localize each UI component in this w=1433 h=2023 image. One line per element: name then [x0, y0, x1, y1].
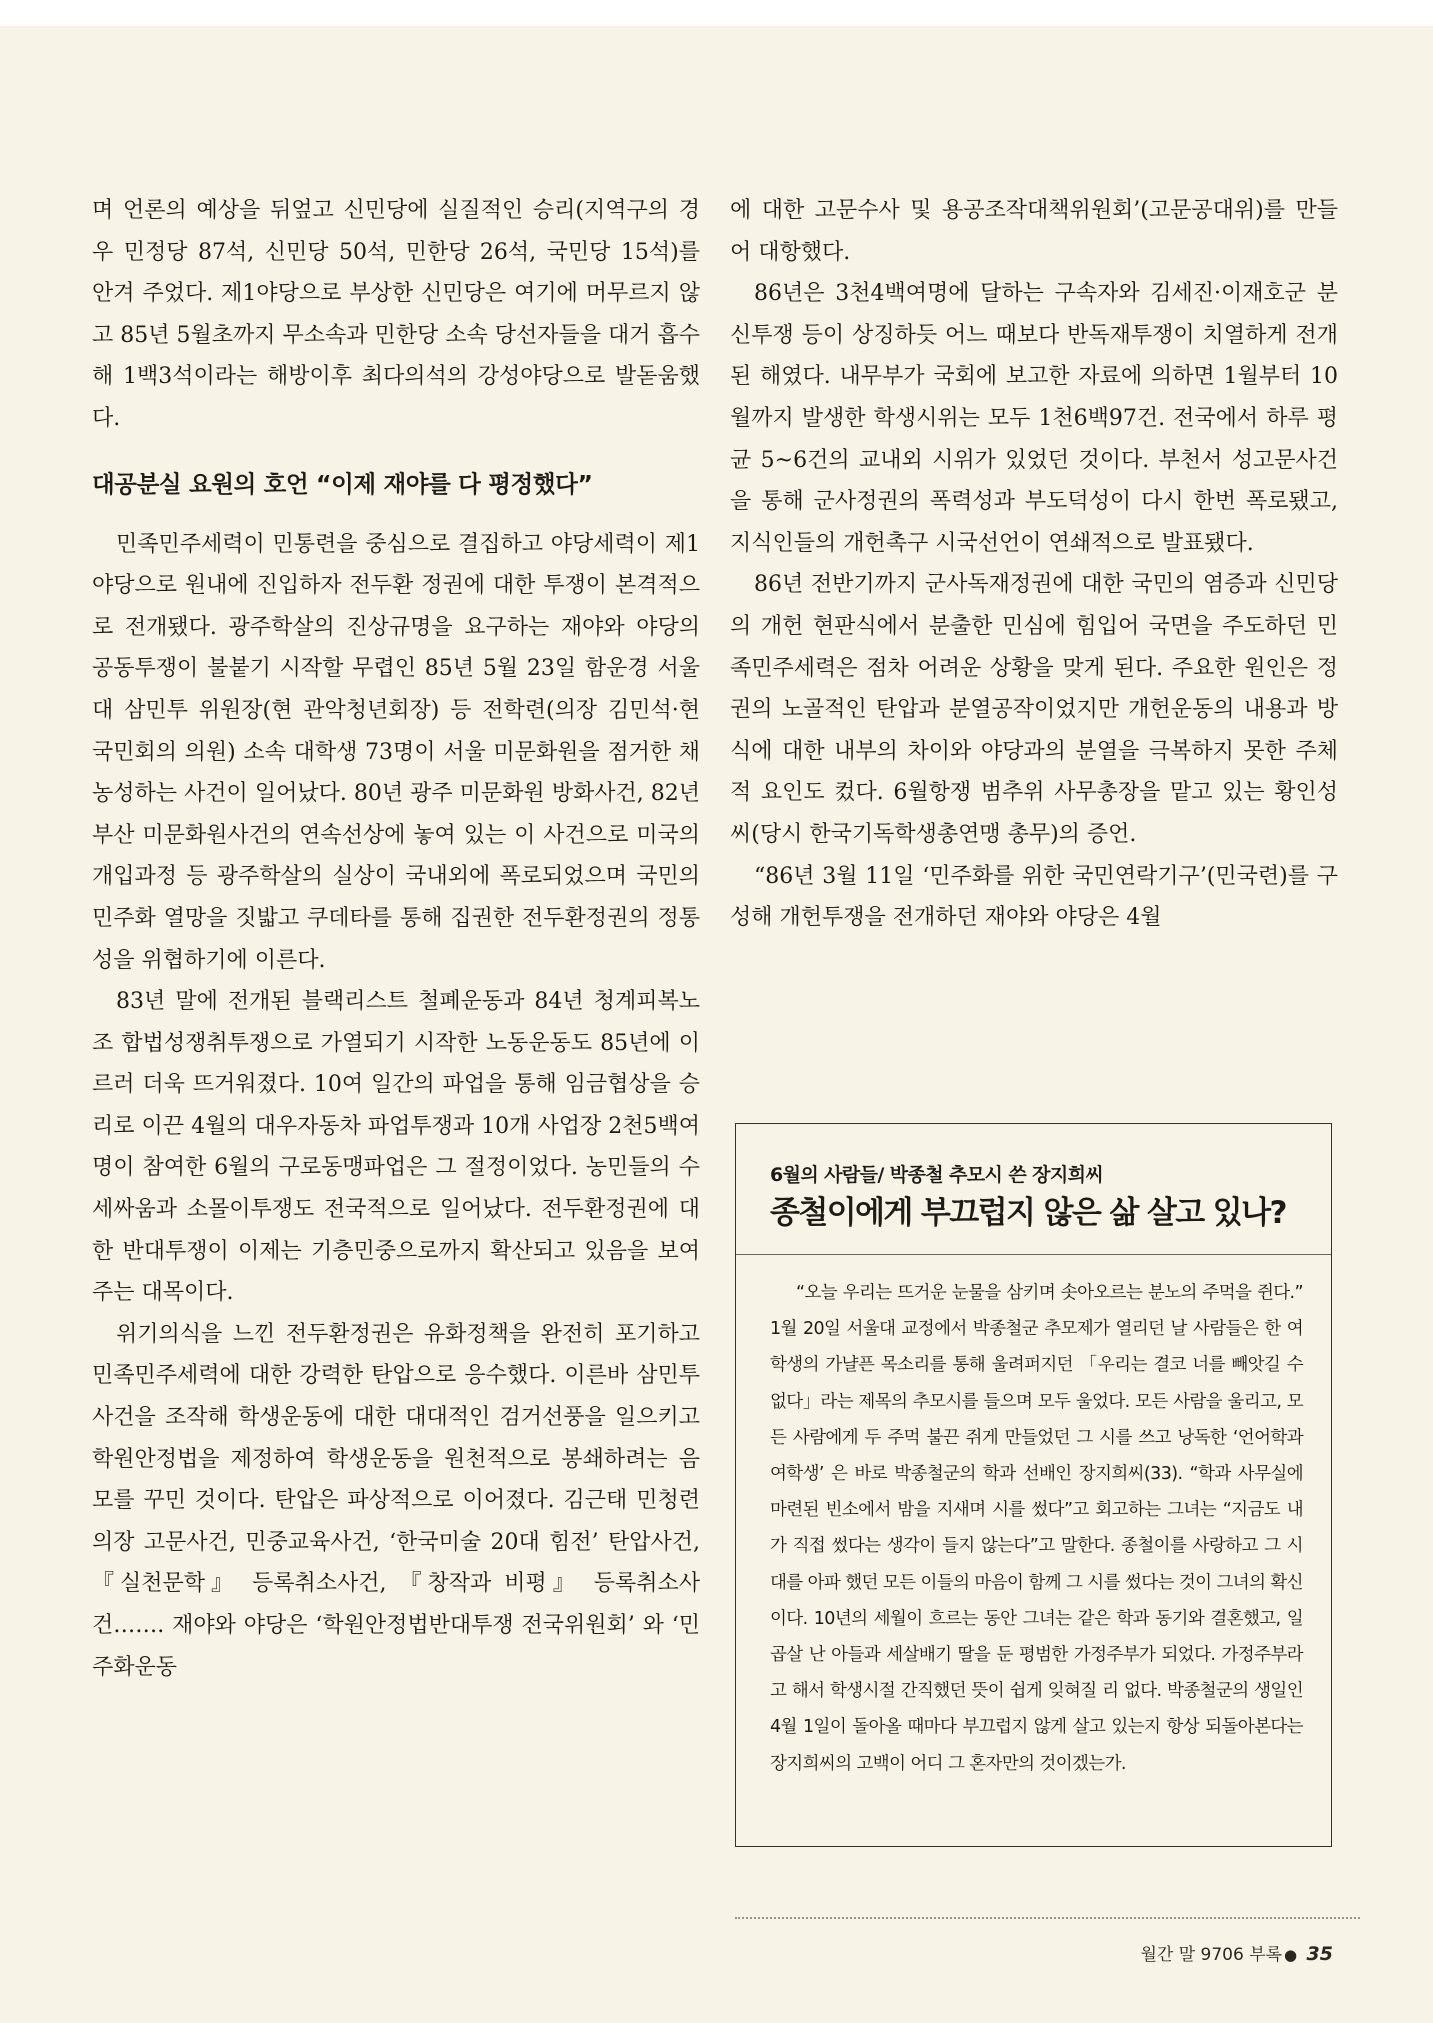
sidebar-title: 종철이에게 부끄럽지 않은 삶 살고 있나?	[770, 1195, 1286, 1231]
left-paragraph-4: 위기의식을 느낀 전두환정권은 유화정책을 완전히 포기하고 민족민주세력에 대한 강력한 탄압으로 응수했다. 이른바 삼민투사건을 조작해 학생운동에 대한 대대적인 검거선풍을 일으키고 학원안정법을 제정하여 학생운동을 원천적으로 봉쇄하려는 음모를 꾸민 것이다. 탄압은 파상적으로 이어졌다. 김근태 민청련 의장 고문사건, 민중교육사건, ‘한국미술 20대 힘전’ 탄압사건, 『실천문학』 등록취소사건, 『창작과 비평』 등록취소사건……. 재야와 야당은 ‘학원안정법반대투쟁 전국위원회’ 와 ‘민주화운동	[92, 1321, 700, 1680]
section-subheading: 대공분실 요원의 호언 “이제 재야를 다 평정했다”	[92, 469, 593, 498]
scan-top-margin	[0, 0, 1433, 26]
right-paragraph-2: 86년은 3천4백여명에 달하는 구속자와 김세진·이재호군 분신투쟁 등이 상징하듯 어느 때보다 반독재투쟁이 치열하게 전개된 해였다. 내무부가 국회에 보고한 자료에 의하면 1월부터 10월까지 발생한 학생시위는 모두 1천6백97건. 전국에서 하루 평균 5~6건의 교내외 시위가 있었던 것이다. 부천서 성고문사건을 통해 군사정권의 폭력성과 부도덕성이 다시 한번 폭로됐고, 지식인들의 개헌촉구 시국선언이 연쇄적으로 발표됐다.	[730, 281, 1338, 556]
right-paragraph-4: “86년 3월 11일 ‘민주화를 위한 국민연락기구’(민국련)를 구성해 개헌투쟁을 전개하던 재야와 야당은 4월	[730, 863, 1338, 931]
page-number: 35	[1306, 1943, 1333, 1965]
sidebar-kicker: 6월의 사람들/ 박종철 추모시 쓴 장지희씨	[770, 1164, 1104, 1186]
footer-divider	[735, 1917, 1360, 1919]
left-paragraph-1: 며 언론의 예상을 뒤엎고 신민당에 실질적인 승리(지역구의 경우 민정당 87석, 신민당 50석, 민한당 26석, 국민당 15석)를 안겨 주었다. 제1야당으로 부상한 신민당은 여기에 머무르지 않고 85년 5월초까지 무소속과 민한당 소속 당선자들을 대거 흡수해 1백3석이라는 해방이후 최다의석의 강성야당으로 발돋움했다.	[92, 198, 700, 431]
publication-name: 월간 말 9706 부록	[1140, 1945, 1283, 1965]
sidebar-body: “오늘 우리는 뜨거운 눈물을 삼키며 솟아오르는 분노의 주먹을 쥔다.” 1월 20일 서울대 교정에서 박종철군 추모제가 열리던 날 사람들은 한 여학생의 가냘픈 목소리를 통해 울려퍼지던 「우리는 결코 너를 빼앗길 수 없다」라는 제목의 추모시를 들으며 모두 울었다. 모든 사람을 울리고, 모든 사람에게 두 주먹 불끈 쥐게 만들었던 그 시를 쓰고 낭독한 ‘언어학과 여학생’ 은 바로 박종철군의 학과 선배인 장지희씨(33). “학과 사무실에 마련된 빈소에서 밤을 지새며 시를 썼다”고 회고하는 그녀는 “지금도 내가 직접 썼다는 생각이 들지 않는다”고 말한다. 종철이를 사랑하고 그 시대를 아파 했던 모든 이들의 마음이 함께 그 시를 썼다는 것이 그녀의 확신이다. 10년의 세월이 흐르는 동안 그녀는 같은 학과 동기와 결혼했고, 일곱살 난 아들과 세살배기 딸을 둔 평범한 가정주부가 되었다. 가정주부라고 해서 학생시절 간직했던 뜻이 쉽게 잊혀질 리 없다. 박종철군의 생일인 4월 1일이 돌아올 때마다 부끄럽지 않게 살고 있는지 항상 되돌아본다는 장지희씨의 고백이 어디 그 혼자만의 것이겠는가.	[770, 1283, 1303, 1774]
left-column	[92, 190, 700, 1688]
bullet-icon: ●	[1284, 1946, 1298, 1964]
sidebar-box	[735, 1123, 1332, 1847]
right-paragraph-1: 에 대한 고문수사 및 용공조작대책위원회’(고문공대위)를 만들어 대항했다.	[730, 198, 1338, 265]
left-paragraph-2: 민족민주세력이 민통련을 중심으로 결집하고 야당세력이 제1야당으로 원내에 진입하자 전두환 정권에 대한 투쟁이 본격적으로 전개됐다. 광주학살의 진상규명을 요구하는 재야와 야당의 공동투쟁이 불붙기 시작할 무렵인 85년 5월 23일 함운경 서울대 삼민투 위원장(현 관악청년회장) 등 전학련(의장 김민석·현 국민회의 의원) 소속 대학생 73명이 서울 미문화원을 점거한 채 농성하는 사건이 일어났다. 80년 광주 미문화원 방화사건, 82년 부산 미문화원사건의 연속선상에 놓여 있는 이 사건으로 미국의 개입과정 등 광주학살의 실상이 국내외에 폭로되었으며 국민의 민주화 열망을 짓밟고 쿠데타를 통해 집권한 전두환정권의 정통성을 위협하기에 이른다.	[92, 531, 700, 973]
sidebar-divider	[736, 1254, 1331, 1255]
page-footer	[1140, 1941, 1333, 1968]
right-column	[730, 190, 1338, 939]
right-paragraph-3: 86년 전반기까지 군사독재정권에 대한 국민의 염증과 신민당의 개헌 현판식에서 분출한 민심에 힘입어 국면을 주도하던 민족민주세력은 점차 어려운 상황을 맞게 된다. 주요한 원인은 정권의 노골적인 탄압과 분열공작이었지만 개헌운동의 내용과 방식에 대한 내부의 차이와 야당과의 분열을 극복하지 못한 주체적 요인도 컸다. 6월항쟁 범추위 사무총장을 맡고 있는 황인성씨(당시 한국기독학생총연맹 총무)의 증언.	[730, 572, 1338, 847]
left-paragraph-3: 83년 말에 전개된 블랙리스트 철폐운동과 84년 청계피복노조 합법성쟁취투쟁으로 가열되기 시작한 노동운동도 85년에 이르러 더욱 뜨거워졌다. 10여 일간의 파업을 통해 임금협상을 승리로 이끈 4월의 대우자동차 파업투쟁과 10개 사업장 2천5백여명이 참여한 6월의 구로동맹파업은 그 절정이었다. 농민들의 수세싸움과 소몰이투쟁도 전국적으로 일어났다. 전두환정권에 대한 반대투쟁이 이제는 기층민중으로까지 확산되고 있음을 보여 주는 대목이다.	[92, 989, 700, 1306]
